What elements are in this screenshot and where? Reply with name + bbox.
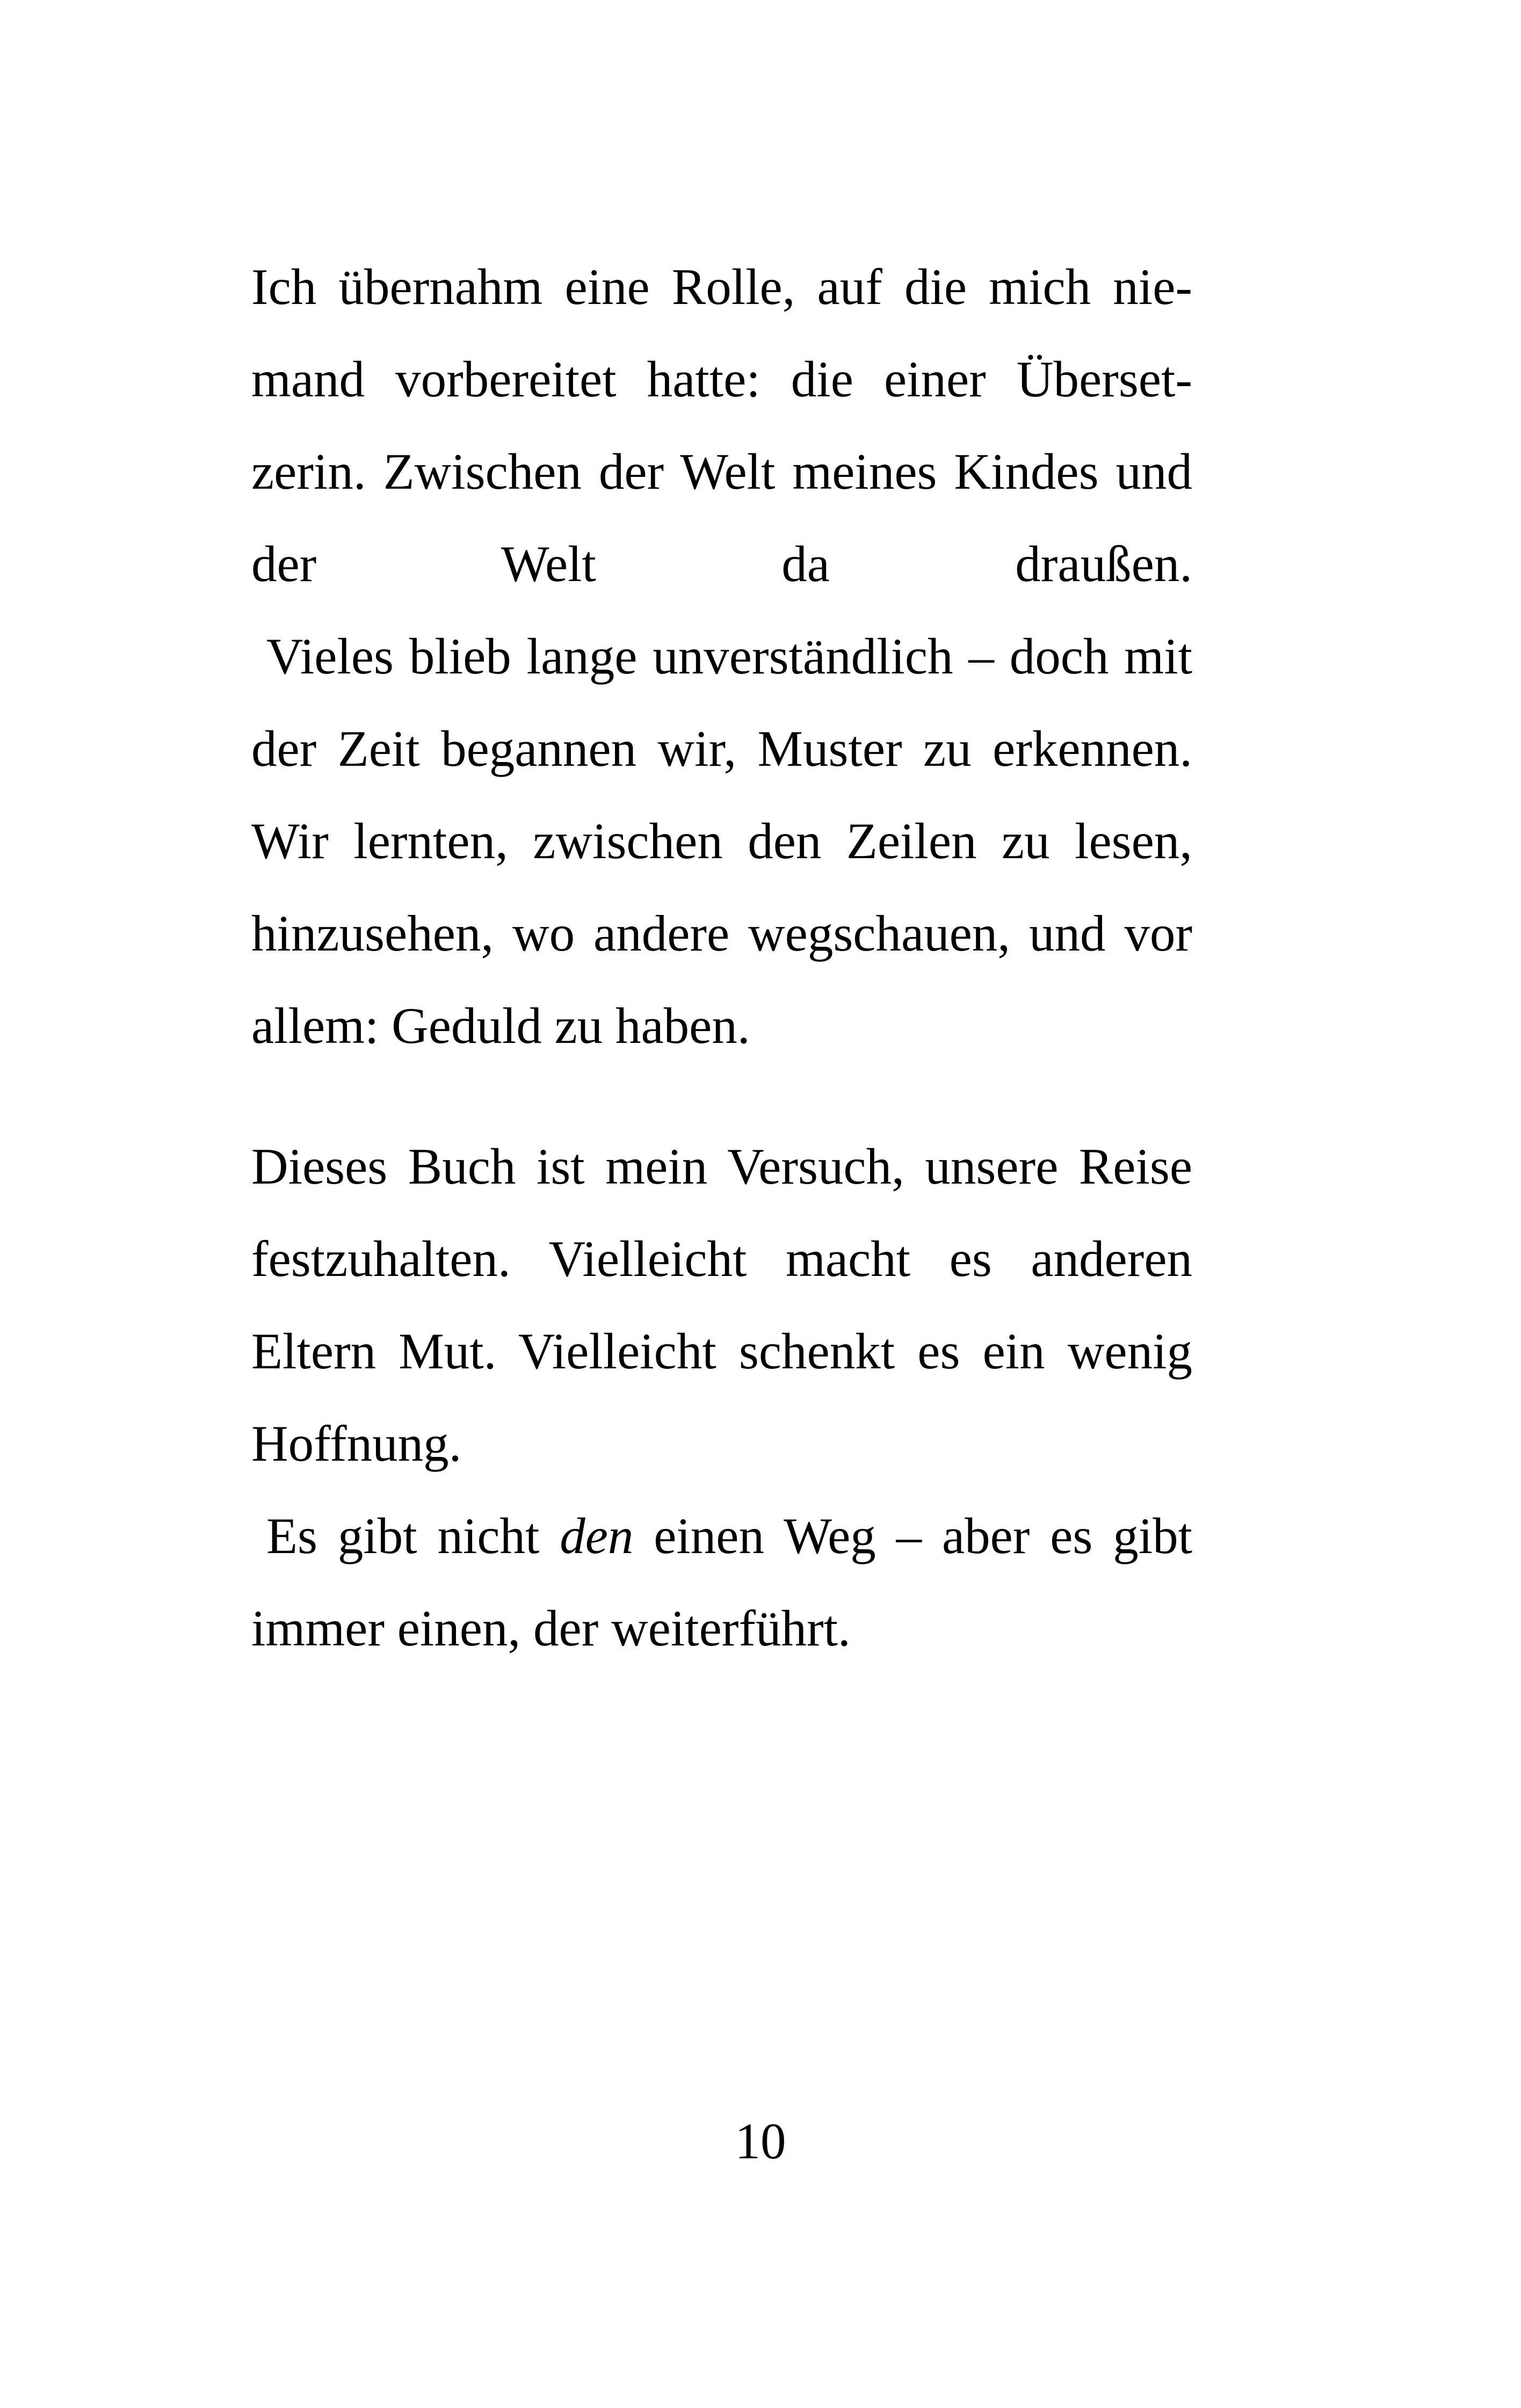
text-line: allem: Geduld zu haben. [251,997,750,1054]
text-line: Wir lernten, zwischen den Zeilen zu lesen, [251,813,1192,869]
text-line: festzuhalten. Vielleicht macht es anderen [251,1230,1192,1287]
text-line: mand vorbereitet hatte: die einer Überset- [251,351,1192,408]
text-line: Hoffnung. [251,1415,462,1472]
text-fragment: Es gibt nicht [266,1507,560,1564]
text-line: Vieles blieb lange unverständlich – doch mit [266,628,1192,685]
text-line: Eltern Mut. Vielleicht schenkt es ein wenig [251,1323,1192,1380]
text-line: zerin. Zwischen der Welt meines Kindes und [251,443,1192,500]
text-line: der Zeit begannen wir, Muster zu erkennen. [251,720,1192,777]
text-line: Ich übernahm eine Rolle, auf die mich nie- [251,258,1192,315]
text-line: immer einen, der weiterführt. [251,1600,851,1657]
text-line: Dieses Buch ist mein Versuch, unsere Reise [251,1138,1192,1195]
emphasized-word: den [560,1507,634,1564]
text-fragment: einen Weg – aber es gibt [633,1507,1192,1564]
text-line: der Welt da draußen. [251,535,1192,592]
text-line-with-emphasis [251,1490,1192,1582]
page-number: 10 [735,2113,786,2170]
text-line: hinzusehen, wo andere wegschauen, und vor [251,905,1192,962]
